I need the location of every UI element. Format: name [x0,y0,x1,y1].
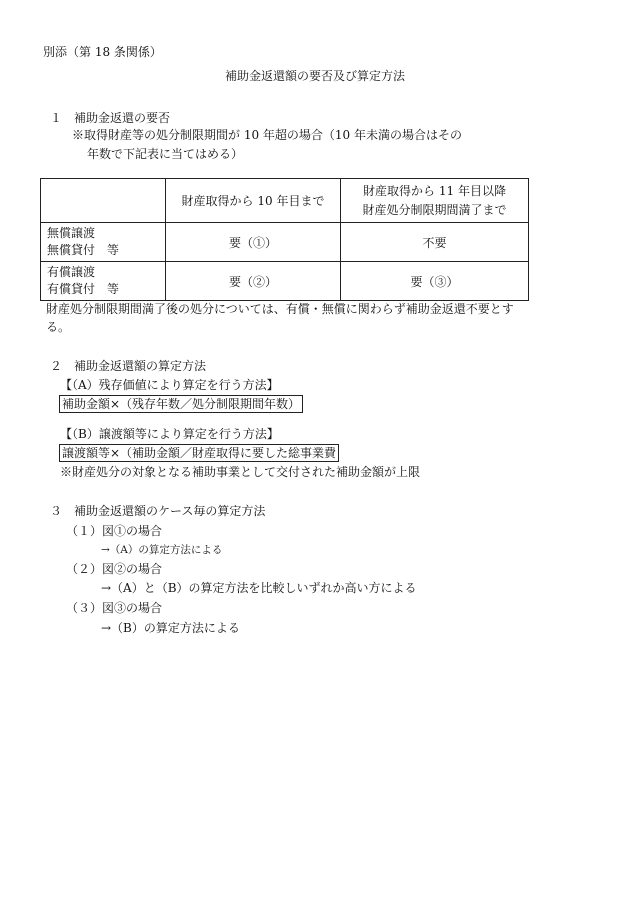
table-row-label [41,223,166,262]
page-title: 補助金返還額の要否及び算定方法 [224,69,405,83]
section2-note: ※財産処分の対象となる補助事業として交付された補助金額が上限 [60,465,421,479]
case-method: →（B）の算定方法による [101,621,240,635]
table-cell-col2: 要（③） [341,262,529,301]
case-method: →（A）の算定方法による [101,544,223,556]
table-row-label [41,262,166,301]
section1-note-line1: ※取得財産等の処分制限期間が 10 年超の場合（10 年未満の場合はその [72,128,462,142]
method-b-formula: 譲渡額等×（補助金額／財産取得に要した総事業費 [59,444,339,462]
section1-heading: １ 補助金返還の要否 [50,111,171,125]
table-row [41,223,529,262]
row-label-line2: 有償貸付 等 [47,282,120,296]
case-label: （３）図③の場合 [66,601,163,615]
table-cell-col1: 要（①） [166,223,341,262]
section1-note-line2: 年数で下記表に当てはめる） [87,147,244,161]
table-row [41,262,529,301]
annex-label: 別添（第 18 条関係） [43,45,162,59]
row-label-line1: 無償譲渡 [47,226,96,240]
method-a-formula: 補助金額×（残存年数／処分制限期間年数） [59,395,303,413]
row-label-line2: 無償貸付 等 [47,243,120,257]
table-header-col2 [341,179,529,223]
table-header-col1: 財産取得から 10 年目まで [166,179,341,223]
requirement-table [40,178,529,301]
case-label: （２）図②の場合 [66,562,163,576]
method-b-title: 【（B）譲渡額等により算定を行う方法】 [60,427,279,441]
table-header-row [41,179,529,223]
section1-after-line1: 財産処分制限期間満了後の処分については、有償・無償に関わらず補助金返還不要とす [46,302,514,316]
section3-heading: ３ 補助金返還額のケース毎の算定方法 [50,504,266,518]
table-header-col2-line1: 財産取得から 11 年目以降 [363,183,506,198]
case-label: （１）図①の場合 [66,524,163,538]
table-corner-cell [41,179,166,223]
case-method: →（A）と（B）の算定方法を比較しいずれか高い方による [101,581,417,595]
table-header-col2-line2: 財産処分制限期間満了まで [362,202,507,217]
table-cell-col2: 不要 [341,223,529,262]
row-label-line1: 有償譲渡 [47,265,96,279]
method-a-title: 【（A）残存価値により算定を行う方法】 [60,378,279,392]
section2-heading: ２ 補助金返還額の算定方法 [50,359,207,373]
table-cell-col1: 要（②） [166,262,341,301]
section1-after-line2: る。 [46,320,71,334]
